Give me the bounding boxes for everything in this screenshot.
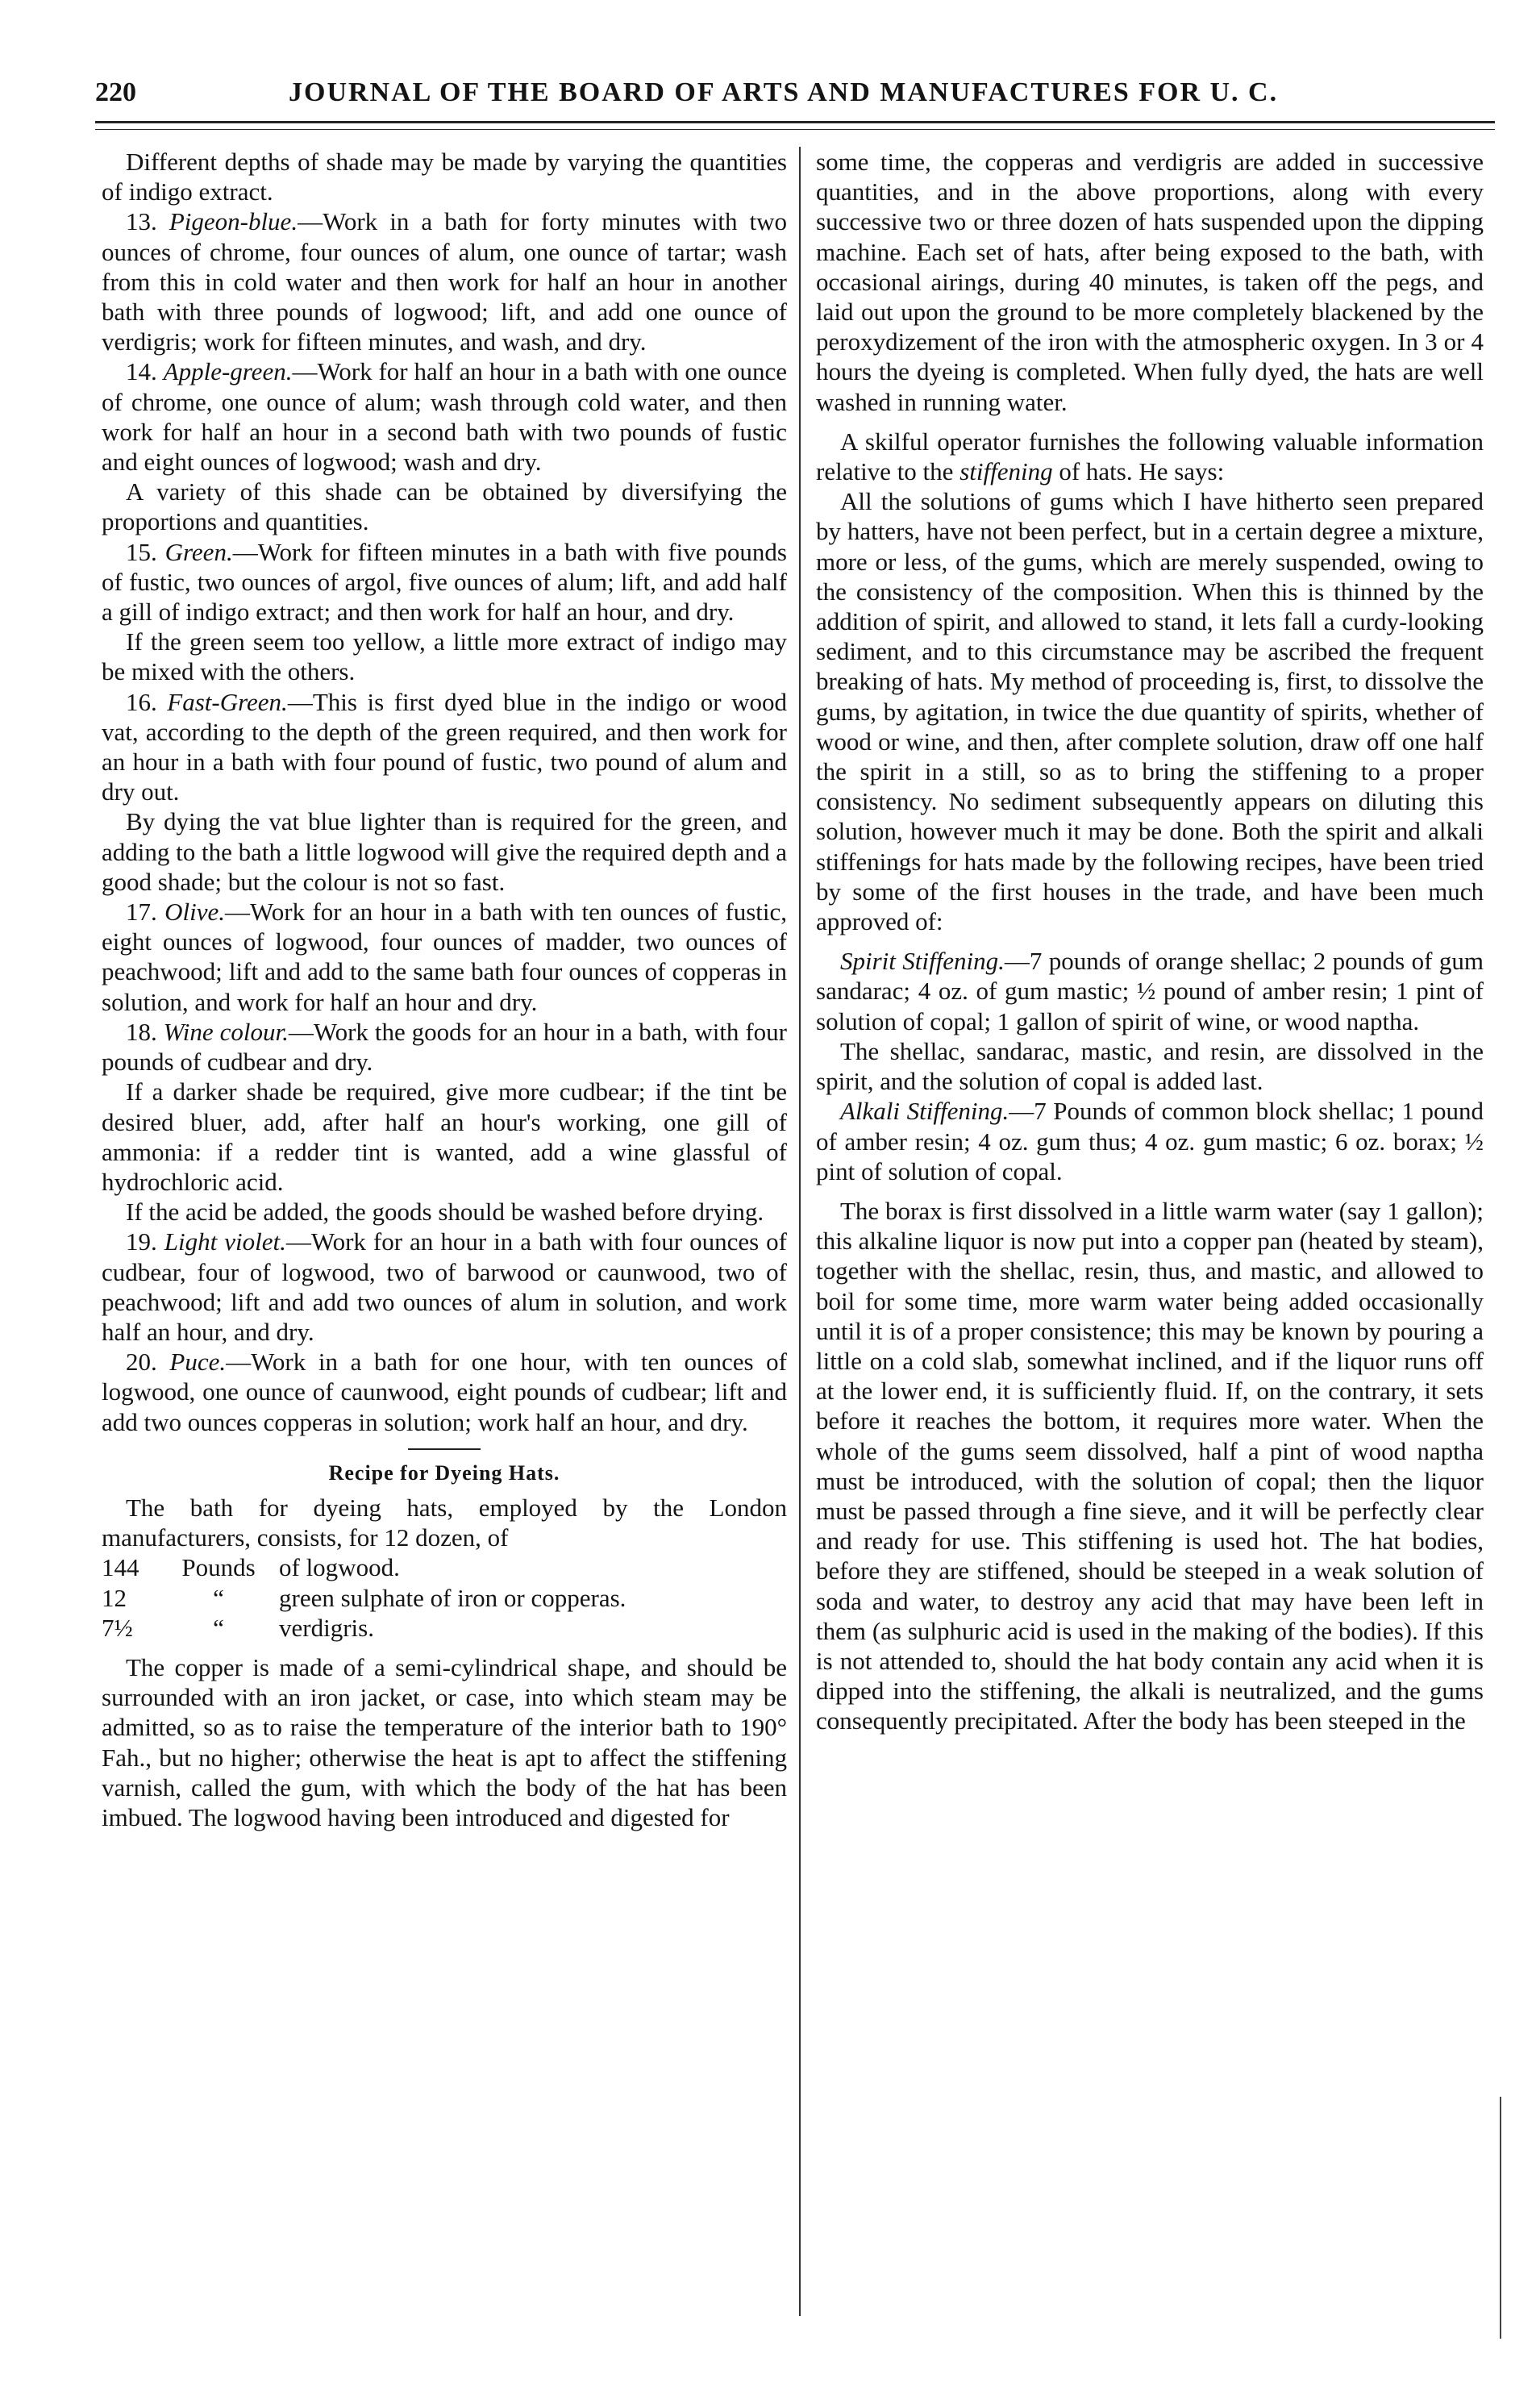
paragraph-text: —Work in a bath for one hour, with ten ounces of logwood, one ounce of caunwood, eight pounds of cudbear; lift and add two ounces copperas in solution; work half an hour, and dry. (102, 1348, 787, 1436)
paragraph (102, 206, 787, 356)
paragraph (102, 1227, 787, 1347)
paragraph-text: —7 Pounds of common block shellac; 1 pound of amber resin; 4 oz. gum thus; 4 oz. gum mastic; 6 oz. borax; ½ pint of solution of copal. (816, 1097, 1484, 1185)
recipe-row (102, 1583, 787, 1613)
header-rule (95, 121, 1495, 123)
recipe-unit: “ (213, 1583, 224, 1612)
recipe-row (102, 1613, 787, 1643)
paragraph (816, 147, 1484, 417)
paragraph (816, 427, 1484, 486)
entry-number: 19. (126, 1227, 157, 1256)
paragraph (816, 946, 1484, 1036)
paragraph (102, 687, 787, 807)
page-edge-line (1500, 2097, 1501, 2339)
recipe-intro: The bath for dyeing hats, employed by the London manufacturers, consists, for 12 dozen, of (102, 1493, 787, 1552)
header-rule-thin (95, 129, 1495, 130)
entry-number: 18. (126, 1017, 157, 1046)
paragraph-text: If the acid be added, the goods should be washed before drying. (126, 1198, 764, 1227)
entry-heading: Apple-green. (163, 357, 293, 386)
paragraph (102, 1017, 787, 1077)
paragraph-text: Different depths of shade may be made by varying the quantities of indigo extract. (102, 148, 787, 206)
entry-number: 17. (126, 898, 157, 927)
entry-heading: Puce. (169, 1348, 227, 1377)
recipe-item: green sulphate of iron or copperas. (279, 1583, 626, 1612)
paragraph (102, 627, 787, 686)
entry-heading: Light violet. (164, 1227, 286, 1256)
entry-number: 16. (126, 687, 157, 716)
paragraph (102, 897, 787, 1017)
paragraph-text: By dying the vat blue lighter than is required for the green, and adding to the bath a little logwood will give the required depth and a good shade; but the colour is not so fast. (102, 807, 787, 896)
entry-heading: Spirit Stiffening. (840, 947, 1005, 976)
recipe-item: verdigris. (279, 1613, 374, 1642)
paragraph-text: —Work for half an hour in a bath with one ounce of chrome, one ounce of alum; wash through cold water, and then work for half an hour in a second bath with two pounds of fustic and eight ounces of logwood; wash and dry. (102, 357, 787, 477)
recipe-item: of logwood. (279, 1553, 400, 1582)
recipe-qty: 144 (102, 1553, 139, 1582)
emphasis: stiffening (959, 457, 1053, 486)
closing-paragraph: The copper is made of a semi-cylindrical shape, and should be surrounded with an iron jacket, or case, into which steam may be admitted, so as to raise the temperature of the interior bath to 190° Fah., but no higher; otherwise the heat is apt to affect the stiffening varnish, called the gum, with which the body of the hat has been imbued. The logwood having been introduced and digested for (102, 1652, 787, 1831)
paragraph-text: —Work in a bath for forty minutes with two ounces of chrome, four ounces of alum, one ounce of tartar; wash from this in cold water and then work for half an hour in another bath with three pounds of logwood; lift, and add one ounce of verdigris; work for fifteen minutes, and wash, and dry. (102, 207, 788, 356)
right-paragraphs (816, 147, 1484, 1736)
paragraph-text: of hats. He says: (1052, 457, 1225, 486)
recipe-qty: 7½ (102, 1613, 133, 1642)
section-divider (408, 1448, 481, 1450)
paragraph (816, 1096, 1484, 1186)
recipe-title: Recipe for Dyeing Hats. (328, 1460, 560, 1485)
paragraph-text: some time, the copperas and verdigris are added in successive quantities, and in the above proportions, along with every successive two or three dozen of hats suspended upon the dipping machine. Each set of hats, after being exposed to the bath, with occasional airings, during 40 minutes, is taken off the pegs, and laid out upon the ground to be more completely blackened by the peroxydizement of the iron with the atmospheric oxygen. In 3 or 4 hours the dyeing is completed. When fully dyed, the hats are well washed in running water. (816, 148, 1484, 416)
column-divider (799, 147, 801, 2316)
recipe-unit: “ (213, 1613, 224, 1642)
entry-heading: Alkali Stiffening. (840, 1097, 1009, 1126)
recipe-row (102, 1552, 787, 1582)
paragraph (816, 1036, 1484, 1096)
paragraph-text: A variety of this shade can be obtained by diversifying the proportions and quantities. (102, 477, 787, 536)
right-column (816, 147, 1484, 1736)
paragraph (816, 486, 1484, 936)
entry-heading: Green. (164, 537, 233, 566)
journal-title: JOURNAL OF THE BOARD OF ARTS AND MANUFACTURES FOR U. C. (289, 77, 1279, 107)
paragraph (102, 806, 787, 897)
paragraph (102, 356, 787, 477)
paragraph-text: —Work the goods for an hour in a bath, with four pounds of cudbear and dry. (102, 1017, 787, 1077)
paragraph-text: —7 pounds of orange shellac; 2 pounds of gum sandarac; 4 oz. of gum mastic; ½ pound of amber resin; 1 pint of solution of copal; 1 gallon of spirit of wine, or wood naptha. (816, 947, 1484, 1035)
paragraph-text: If the green seem too yellow, a little more extract of indigo may be mixed with the others. (102, 627, 787, 686)
left-column (102, 147, 787, 1832)
recipe-unit: Pounds (181, 1553, 256, 1582)
page-header (95, 77, 1495, 118)
recipe-table (102, 1552, 787, 1643)
entry-heading: Fast-Green. (167, 687, 288, 716)
paragraph (102, 1347, 787, 1437)
entry-number: 20. (126, 1348, 157, 1377)
paragraph (102, 537, 787, 627)
entry-heading: Pigeon-blue. (169, 207, 298, 236)
paragraph (102, 147, 787, 206)
paragraph-text: If a darker shade be required, give more cudbear; if the tint be desired bluer, add, after half an hour's working, one gill of ammonia: if a redder tint is wanted, add a wine glassful of hydrochloric acid. (102, 1077, 787, 1196)
paragraph-text: —This is first dyed blue in the indigo or wood vat, according to the depth of the green required, and then work for an hour in a bath with four pound of fustic, two pound of alum and dry out. (102, 687, 787, 806)
paragraph-text: The borax is first dissolved in a little warm water (say 1 gallon); this alkaline liquor is now put into a copper pan (heated by steam), together with the shellac, resin, thus, and mastic, and allowed to boil for some time, more warm water being added occasionally until it is of a proper consistence; this may be known by pouring a little on a cold slab, somewhat inclined, and if the liquor runs off at the lower end, it is sufficiently fluid. If, on the contrary, it sets before it reaches the bottom, it requires more water. When the whole of the gums seem dissolved, half a pint of wood naptha must be introduced, with the solution of copal; then the liquor must be passed through a fine sieve, and it will be perfectly clear and ready for use. This stiffening is used hot. The hat bodies, before they are stiffened, should be steeped in a weak solution of soda and water, to destroy any acid that may have been left in them (as sulphuric acid is used in the making of the bodies). If this is not attended to, should the hat body contain any acid when it is dipped into the stiffening, the alkali is neutralized, and the gums consequently precipitated. After the body has been steeped in the (816, 1196, 1484, 1735)
page-number: 220 (95, 77, 136, 107)
paragraph (102, 1197, 787, 1227)
paragraph (816, 1196, 1484, 1736)
paragraph (102, 477, 787, 536)
entry-heading: Olive. (164, 898, 225, 927)
entry-number: 13. (126, 207, 157, 236)
left-paragraphs (102, 147, 787, 1437)
paragraph-text: —Work for fifteen minutes in a bath with five pounds of fustic, two ounces of argol, five ounces of alum; lift, and add half a gill of indigo extract; and then work for half an hour, and dry. (102, 537, 787, 627)
entry-number: 15. (126, 537, 157, 566)
paragraph-text: The shellac, sandarac, mastic, and resin, are dissolved in the spirit, and the solution of copal is added last. (816, 1036, 1484, 1096)
entry-heading: Wine colour. (163, 1017, 289, 1046)
paragraph-text: All the solutions of gums which I have hitherto seen prepared by hatters, have not been perfect, but in a certain degree a mixture, more or less, of the gums, which are merely suspended, owing to the consistency of the composition. When this is thinned by the addition of spirit, and allowed to stand, it lets fall a curdy-looking sediment, and to this circumstance may be ascribed the frequent breaking of hats. My method of proceeding is, first, to dissolve the gums, by agitation, in twice the due quantity of spirits, whether of wood or wine, and then, after complete solution, draw off one half the spirit in a still, so as to bring the stiffening to a proper consistency. No sediment subsequently appears on diluting this solution, however much it may be done. Both the spirit and alkali stiffenings for hats made by the following recipes, have been tried by some of the first houses in the trade, and have been much approved of: (816, 487, 1484, 936)
paragraph (102, 1077, 787, 1197)
paragraph-text: —Work for an hour in a bath with ten ounces of fustic, eight ounces of logwood, four ounces of madder, two ounces of peachwood; lift and add to the same bath four ounces of copperas in solution, and work for half an hour and dry. (102, 898, 787, 1016)
paragraph-text: —Work for an hour in a bath with four ounces of cudbear, four of logwood, two of barwood or caunwood, two of peachwood; lift and add two ounces of alum in solution, and work half an hour, and dry. (102, 1227, 788, 1346)
recipe-qty: 12 (102, 1583, 127, 1612)
paragraph-text: A skilful operator furnishes the following valuable information relative to the (816, 427, 1484, 486)
entry-number: 14. (126, 357, 157, 386)
